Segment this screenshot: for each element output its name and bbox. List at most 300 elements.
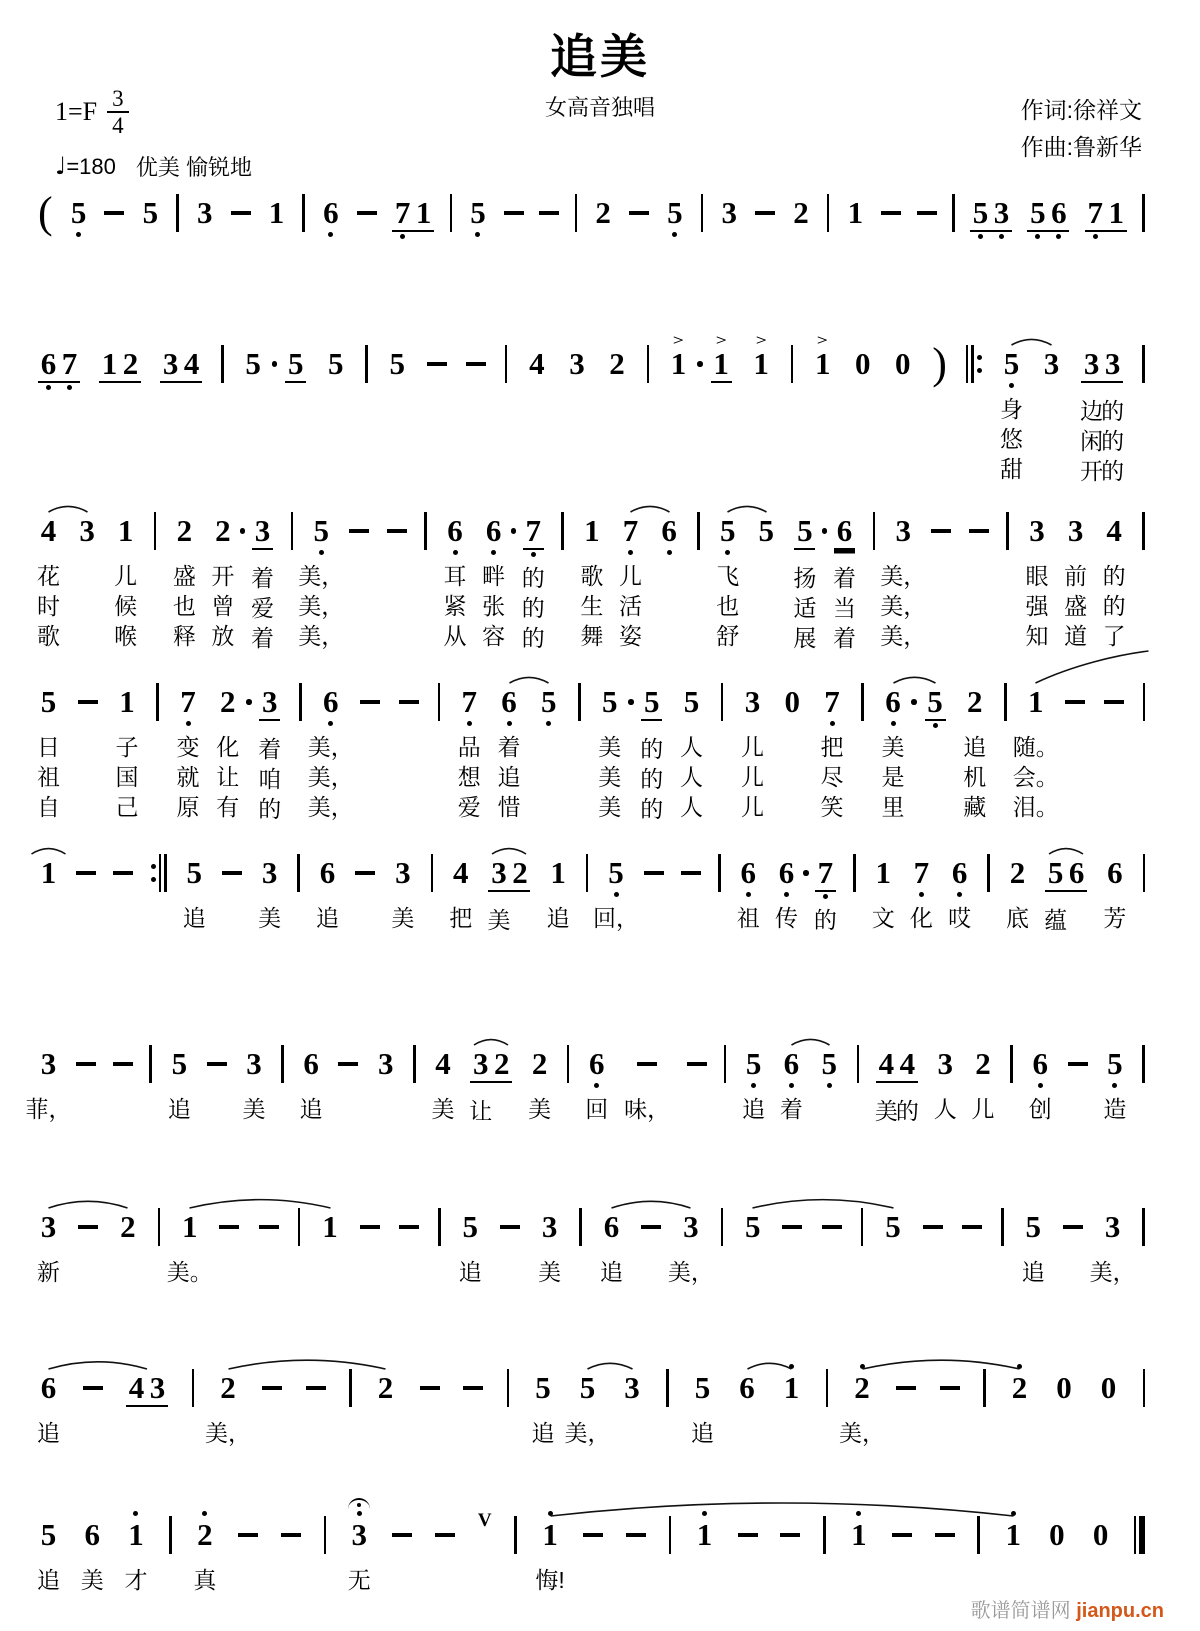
lyric-syllable: 机	[963, 764, 987, 790]
note-digit-column	[848, 1492, 869, 1567]
lyrics-stack	[737, 905, 760, 935]
barline-mark	[1142, 194, 1145, 232]
note-digit: 1	[1106, 196, 1127, 232]
note-digit-column	[169, 1021, 190, 1126]
note-digit: 3	[1081, 347, 1102, 383]
glyph-row	[207, 1047, 227, 1081]
duration-dash-line	[113, 1062, 133, 1066]
barline-mark	[324, 1516, 327, 1554]
lyric-syllable: 舞	[580, 623, 604, 649]
note-digit-column	[667, 1184, 714, 1289]
note-subarea	[400, 232, 405, 242]
glyph-row	[349, 514, 369, 548]
duration-dash	[463, 1345, 483, 1420]
duration-dash-line	[306, 1386, 326, 1390]
note-digit: 2	[793, 195, 809, 230]
glyph-row	[724, 1047, 727, 1081]
glyph-row	[83, 1371, 103, 1405]
note-digit-column	[285, 321, 306, 398]
duration-dash	[626, 1492, 646, 1567]
lyrics-stack	[37, 1259, 60, 1289]
duration-dash	[259, 1184, 279, 1259]
lyric-syllable: 眼	[1025, 563, 1049, 589]
barline-mark	[791, 345, 794, 383]
note-token	[483, 488, 504, 653]
note-digit-column	[488, 830, 509, 937]
barline	[987, 830, 990, 905]
lyrics-stack	[1080, 398, 1103, 488]
duration-dash-line	[892, 1533, 912, 1537]
barline	[1142, 488, 1145, 563]
note-token	[1081, 321, 1123, 488]
glyph-row	[259, 1210, 279, 1244]
note-digit-column	[259, 830, 280, 935]
breath-mark-glyph: V	[477, 1510, 492, 1531]
lyrics-stack	[168, 1096, 191, 1126]
note-digit-column	[125, 1492, 146, 1597]
lyric-syllable: 追	[742, 1096, 766, 1122]
glyph-row	[826, 1371, 829, 1405]
duration-dash-line	[355, 871, 375, 875]
repeat-end-sign	[151, 830, 167, 905]
octave-dot-below	[628, 550, 633, 555]
note-digit: 5	[462, 1209, 478, 1244]
note-subarea	[891, 719, 896, 729]
note-digit-column	[1090, 1492, 1111, 1567]
lyrics-stack	[593, 905, 639, 935]
lyric-syllable: 从	[443, 623, 467, 649]
note-token	[883, 1184, 904, 1259]
note-digit-column	[325, 321, 346, 396]
lyrics-stack	[532, 1420, 555, 1450]
lyric-syllable: 美，	[667, 1259, 714, 1285]
glyph-row	[911, 685, 917, 719]
augmentation-dot-mark	[911, 699, 917, 705]
glyph-row	[222, 856, 242, 890]
note-ornaments	[1011, 1492, 1016, 1518]
glyph-row	[1143, 685, 1146, 719]
barline	[669, 1492, 672, 1567]
note-digit-column	[38, 830, 59, 905]
lyric-syllable: 的	[813, 907, 837, 933]
glyph-row	[987, 856, 990, 890]
lyrics-stack	[316, 905, 339, 935]
lyric-syllable: 追	[37, 1567, 60, 1593]
note-digit-column	[252, 488, 273, 655]
note-digit: 6	[485, 513, 502, 548]
note-ornaments	[1017, 1345, 1022, 1371]
glyph-row	[647, 347, 650, 381]
note-token	[184, 830, 205, 935]
duration-dash	[349, 488, 369, 563]
barline	[575, 170, 578, 245]
system-1	[0, 170, 1200, 247]
lyrics-stack	[308, 734, 354, 824]
barline-mark	[154, 512, 157, 550]
barline	[697, 488, 700, 563]
barline-mark	[505, 345, 508, 383]
note-token	[243, 321, 264, 396]
barline-mark	[1143, 854, 1146, 892]
note-digit-column	[59, 321, 80, 398]
duration-dash	[360, 659, 380, 734]
glyph-row	[399, 1210, 419, 1244]
note-digit-column	[266, 170, 287, 245]
lyrics-stack	[934, 1096, 957, 1126]
barline	[176, 170, 179, 245]
glyph-row	[626, 1518, 646, 1552]
duration-dash	[355, 830, 375, 905]
note-digit: 5	[821, 1046, 837, 1081]
lyrics-stack	[691, 1420, 714, 1450]
note-token	[392, 830, 413, 935]
barline-mark	[1006, 512, 1009, 550]
duration-dash-line	[222, 871, 242, 875]
lyric-syllable: 有	[216, 794, 240, 820]
note-token	[205, 1345, 251, 1450]
augmentation-dot-mark	[697, 361, 703, 367]
duration-dash-line	[420, 1386, 440, 1390]
octave-dot-above	[860, 1364, 865, 1369]
note-digit: 6	[834, 514, 855, 550]
note-digit: 1	[711, 347, 732, 383]
note-token	[834, 488, 855, 655]
glyph-row	[413, 1047, 416, 1081]
octave-dot-below	[186, 721, 191, 726]
note-digit-column	[641, 659, 662, 826]
glyph-row	[302, 196, 305, 230]
note-digit: 2	[1009, 855, 1026, 890]
note-token	[659, 488, 680, 563]
note-digit: 5	[745, 1046, 762, 1081]
note-digit: 4	[126, 1371, 147, 1407]
lyrics-stack	[177, 734, 200, 824]
note-digit: 6	[501, 684, 517, 719]
barline-mark	[697, 512, 700, 550]
duration-dash-line	[641, 1225, 661, 1229]
note-subarea	[672, 230, 677, 240]
octave-dot-below	[667, 550, 672, 555]
note-digit-column	[38, 488, 59, 653]
score	[0, 170, 1200, 1597]
glyph-row	[962, 1210, 982, 1244]
lyric-syllable: 回	[585, 1096, 609, 1122]
note-digit-column	[217, 659, 238, 824]
note-digit: 6	[1107, 855, 1123, 890]
barline	[156, 659, 159, 734]
note-token	[38, 1184, 59, 1289]
note-digit-column	[82, 1492, 103, 1597]
duration-dash	[935, 1492, 955, 1567]
note-token	[620, 488, 641, 653]
note-digit-column	[317, 830, 338, 935]
lyric-syllable: 的	[1101, 458, 1125, 484]
lyrics-stack	[1029, 1096, 1052, 1126]
duration-dash	[399, 659, 419, 734]
octave-dot-below	[531, 552, 536, 557]
note-digit: 1	[413, 196, 434, 232]
barline-mark	[987, 854, 990, 892]
lyric-syllable: 美。	[166, 1259, 213, 1285]
lyrics-stack	[910, 905, 933, 935]
note-token	[375, 1345, 396, 1420]
duration-dash	[629, 170, 649, 245]
note-digit: 5	[470, 195, 486, 230]
lyrics-stack	[205, 1420, 251, 1450]
glyph-row	[641, 1210, 661, 1244]
duration-dash	[306, 1345, 326, 1420]
glyph-row	[822, 514, 828, 548]
note-subarea	[784, 890, 789, 900]
lyrics-stack	[875, 1098, 898, 1128]
note-digit-column	[742, 659, 763, 824]
glyph-row	[666, 1371, 669, 1405]
lyric-syllable: 新	[37, 1259, 60, 1285]
augmentation-dot-mark	[240, 528, 246, 534]
note-digit: 0	[1100, 1370, 1117, 1405]
lyric-syllable: 着	[258, 736, 282, 762]
lyrics-stack	[1103, 905, 1126, 935]
lyric-syllable: 儿	[741, 764, 764, 790]
repeat-end-glyph	[151, 854, 167, 892]
note-digit: 1	[851, 1517, 867, 1552]
system-8	[0, 1345, 1200, 1450]
barline-mark	[721, 683, 724, 721]
lyrics-stack	[896, 1098, 919, 1128]
note-token	[852, 321, 873, 396]
note-token	[38, 1345, 59, 1450]
system-3	[0, 488, 1200, 655]
note-digit-column	[25, 1021, 72, 1126]
lyric-syllable: 人	[680, 794, 703, 820]
augmentation-dot-mark	[246, 699, 252, 705]
octave-dot-below	[328, 721, 333, 726]
note-digit: 2	[377, 1370, 394, 1405]
glyph-row	[966, 347, 982, 381]
glyph-row	[896, 1371, 916, 1405]
note-digit: 3	[1104, 1209, 1121, 1244]
barline-mark	[647, 345, 650, 383]
duration-dash-line	[219, 1225, 239, 1229]
lyrics-stack	[741, 734, 764, 824]
note-digit: 0	[1049, 1517, 1065, 1552]
barline-mark	[823, 1516, 826, 1554]
note-digit: 2	[215, 513, 231, 548]
note-subarea	[186, 719, 191, 729]
note-digit-column	[160, 321, 181, 398]
duration-dash-line	[923, 1225, 943, 1229]
note-token	[38, 488, 59, 653]
duration-dash-line	[755, 211, 775, 215]
octave-dot-below	[467, 721, 472, 726]
note-digit-column	[392, 830, 413, 935]
system-2	[0, 321, 1200, 488]
note-digit-column	[812, 321, 833, 396]
note-token	[174, 488, 195, 653]
glyph-row	[931, 514, 951, 548]
glyph-row	[420, 1371, 440, 1405]
lyric-syllable: 人	[680, 734, 703, 760]
barline	[578, 659, 581, 734]
note-digit-column	[483, 488, 504, 653]
note-digit-column	[538, 659, 559, 734]
note-token	[1104, 830, 1125, 935]
duration-dash-line	[917, 211, 937, 215]
barline	[424, 488, 427, 563]
note-digit: 1	[696, 1517, 713, 1552]
barline	[450, 170, 453, 245]
note-digit: 6	[323, 684, 339, 719]
lyrics-stack	[780, 1096, 803, 1126]
lyric-syllable: 悠	[1000, 426, 1023, 452]
glyph-row	[238, 1518, 258, 1552]
barline	[718, 830, 721, 905]
barline-mark	[983, 1369, 986, 1407]
note-digit: 4	[40, 513, 57, 548]
lyric-syllable: 真	[193, 1567, 217, 1593]
glyph-row	[873, 514, 876, 548]
glyph-row	[1068, 1047, 1088, 1081]
note-subarea	[76, 230, 81, 240]
lyrics-stack	[37, 563, 60, 653]
glyph-row	[240, 514, 246, 548]
barline-mark	[827, 194, 830, 232]
lyrics-stack	[948, 905, 971, 935]
lyrics-stack	[1103, 563, 1126, 653]
glyph-row	[299, 685, 302, 719]
note-digit: 4	[876, 1047, 897, 1083]
lyric-syllable: 传	[774, 905, 798, 931]
note-subarea	[1009, 381, 1014, 391]
glyph-row	[298, 1210, 301, 1244]
note-token	[564, 1345, 611, 1450]
note-digit: 2	[531, 1046, 548, 1081]
octave-dot-below	[400, 234, 405, 239]
note-digit-column	[301, 1021, 322, 1126]
note-subarea	[46, 383, 51, 393]
note-digit-column	[212, 488, 233, 653]
glyph-row	[721, 1210, 724, 1244]
glyph-row	[505, 347, 508, 381]
lyrics-stack	[1026, 563, 1049, 653]
lyric-syllable: 的	[640, 796, 664, 822]
note-token	[1007, 830, 1028, 935]
lyric-syllable: 当	[833, 595, 857, 621]
note-digit-column	[601, 1184, 622, 1289]
lyric-syllable: 想	[457, 764, 481, 790]
barline-mark	[724, 1045, 727, 1083]
glyph-row	[431, 856, 434, 890]
barline	[149, 1021, 152, 1096]
lyrics-stack	[431, 1096, 454, 1126]
lyric-syllable: 边	[1080, 398, 1104, 424]
glyph-row	[355, 856, 375, 890]
lyric-syllable: 儿	[971, 1096, 995, 1122]
note-token	[1027, 170, 1069, 247]
glyph-row	[782, 1210, 802, 1244]
glyph-row	[1142, 514, 1145, 548]
lyrics-stack	[821, 734, 844, 824]
repeat-dots	[151, 864, 156, 882]
note-digit: 5	[794, 514, 815, 550]
barline-mark	[1004, 683, 1007, 721]
octave-dot-below	[957, 892, 962, 897]
note-token	[719, 170, 740, 245]
note-digit-column	[539, 1184, 560, 1289]
note-digit: 1	[542, 1517, 558, 1552]
duration-dash-line	[435, 1533, 455, 1537]
note-digit: 6	[951, 855, 968, 890]
note-token	[117, 1184, 138, 1259]
barline	[1004, 659, 1007, 734]
note-digit-column	[194, 1492, 215, 1597]
duration-dash	[113, 830, 133, 905]
barline-mark	[176, 194, 179, 232]
note-digit: 5	[925, 685, 946, 721]
note-digit-column	[1027, 488, 1048, 653]
barline	[791, 321, 794, 396]
note-subarea	[1093, 232, 1098, 242]
barline-mark	[365, 345, 368, 383]
barline	[561, 488, 564, 563]
note-digit-column	[413, 170, 434, 247]
lyric-syllable: 底	[1005, 905, 1029, 931]
note-subarea	[978, 232, 983, 242]
lyric-syllable: 闲	[1080, 428, 1104, 454]
note-digit-column	[593, 830, 639, 935]
note-digit-column	[1023, 1184, 1044, 1289]
lyric-syllable: 美，	[880, 593, 927, 619]
note-token	[77, 488, 98, 563]
glyph-row	[272, 347, 278, 381]
note-token	[1089, 1184, 1136, 1289]
lyrics-stack	[173, 563, 196, 653]
note-digit-column	[68, 170, 89, 245]
glyph-row	[803, 856, 809, 890]
accent-icon: >	[755, 333, 767, 349]
note-token	[845, 170, 866, 245]
glyph-row	[857, 1047, 860, 1081]
note-digit: 3	[721, 195, 737, 230]
lyric-syllable: 追	[691, 1420, 714, 1446]
lyrics-stack	[498, 734, 521, 824]
octave-dot-below	[475, 232, 480, 237]
note-digit: 5	[579, 1370, 596, 1405]
note-digit: 3	[147, 1371, 168, 1407]
note-digit: 7	[1085, 196, 1106, 232]
lyrics-stack	[1006, 905, 1029, 935]
note-digit-column	[991, 170, 1012, 247]
note-token	[117, 659, 138, 824]
barline-mark	[281, 1045, 284, 1083]
barline-mark	[952, 194, 955, 232]
note-subarea	[319, 548, 324, 558]
song-subtitle: 女高音独唱	[544, 95, 655, 120]
octave-dot-below	[491, 550, 496, 555]
glyph-row	[881, 196, 901, 230]
watermark-site-link[interactable]: jianpu.cn	[1076, 1600, 1164, 1622]
note-token	[115, 488, 136, 653]
note-digit-column	[880, 488, 927, 653]
barline-mark	[1142, 345, 1145, 383]
note-digit: 7	[461, 684, 477, 719]
note-digit: 4	[181, 347, 202, 383]
note-token	[622, 1345, 643, 1420]
lyrics-stack	[814, 907, 837, 937]
note-digit: 0	[1056, 1370, 1072, 1405]
note-token	[812, 321, 833, 396]
lyrics-stack	[1022, 1259, 1045, 1289]
